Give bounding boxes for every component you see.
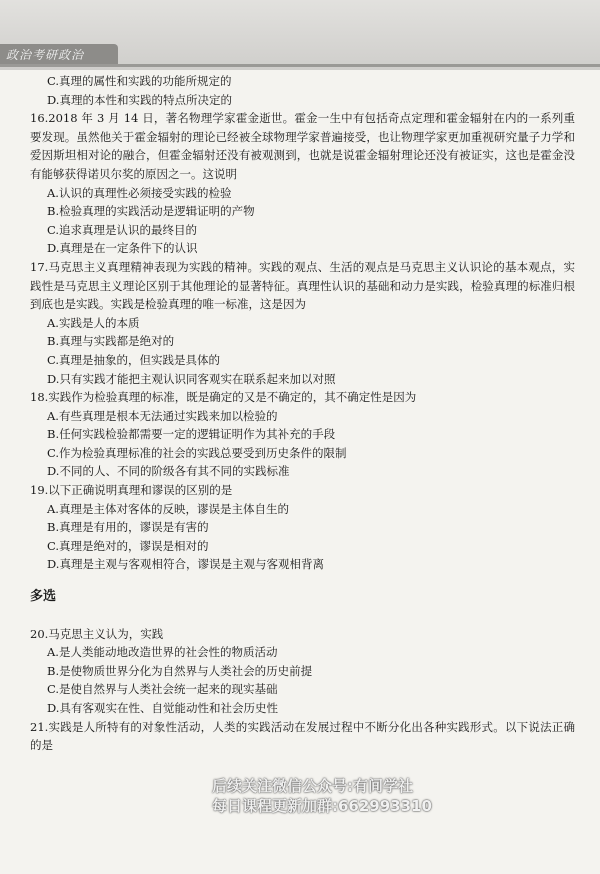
q19-option-a: A.真理是主体对客体的反映，谬误是主体自生的	[47, 501, 289, 516]
header-title: 政治考研政治	[6, 48, 85, 62]
watermark-line-1: 后续关注微信公众号:有间学社	[212, 777, 413, 795]
q18-option-b: B.任何实践检验都需要一定的逻辑证明作为其补充的手段	[47, 427, 336, 442]
q16-stem: 16.2018 年 3 月 14 日，著名物理学家霍金逝世。霍金一生中有包括奇点定理和霍金辐射在内的一系列重要发现。虽然他关于霍金辐射的理论已经被全球物理学家普遍接受，也让物理学家更加重视研究量子力学和爱因斯坦相对论的融合，但霍金辐射还没有被观测到，也就是说霍金辐射理论还没有被证实，这也是霍金没有能够获得诺贝尔奖的原因之一。这说明	[30, 111, 575, 181]
q20-option-a: A.是人类能动地改造世界的社会性的物质活动	[47, 645, 278, 660]
watermark-line-2: 每日课程更新加群:662993310	[212, 797, 432, 815]
q19-option-c: C.真理是绝对的，谬误是相对的	[47, 538, 209, 553]
q17-option-b: B.真理与实践都是绝对的	[47, 334, 175, 349]
section-title-multi: 多选	[30, 589, 57, 605]
q20-option-c: C.是使自然界与人类社会统一起来的现实基础	[47, 682, 278, 697]
q20-option-d: D.具有客观实在性、自觉能动性和社会历史性	[47, 701, 278, 715]
q18-option-c: C.作为检验真理标准的社会的实践总要受到历史条件的限制	[47, 445, 347, 460]
q20-stem: 20.马克思主义认为，实践	[30, 626, 164, 641]
q19-option-d: D.真理是主观与客观相符合，谬误是主观与客观相背离	[47, 557, 324, 572]
q17-option-a: A.实践是人的本质	[47, 315, 140, 330]
q16-option-a: A.认识的真理性必须接受实践的检验	[47, 185, 232, 200]
question-content	[30, 72, 575, 755]
q17-option-c: C.真理是抽象的，但实践是具体的	[47, 352, 221, 367]
q19-stem: 19.以下正确说明真理和谬误的区别的是	[30, 483, 233, 498]
q18-stem: 18.实践作为检验真理的标准，既是确定的又是不确定的，其不确定性是因为	[30, 390, 417, 405]
header-tab	[0, 44, 118, 64]
q16-option-b: B.检验真理的实践活动是逻辑证明的产物	[47, 204, 255, 219]
q16-option-c: C.追求真理是认识的最终目的	[47, 222, 198, 237]
q21-stem: 21.实践是人所特有的对象性活动，人类的实践活动在发展过程中不断分化出各种实践形式。以下说法正确的是	[30, 719, 575, 753]
header-divider	[0, 64, 600, 67]
q16-option-d: D.真理是在一定条件下的认识	[47, 241, 198, 256]
q18-option-d: D.不同的人、不同的阶级各有其不同的实践标准	[47, 464, 290, 479]
q15-option-d: D.真理的本性和实践的特点所决定的	[47, 92, 232, 107]
q17-stem: 17.马克思主义真理精神表现为实践的精神。实践的观点、生活的观点是马克思主义认识论的基本观点，实践性是马克思主义理论区别于其他理论的显著特征。真理性认识的基础和动力是实践，检验真理的标准归根到底也是实践。实践是检验真理的唯一标准，这是因为	[30, 259, 575, 312]
q20-option-b: B.是使物质世界分化为自然界与人类社会的历史前提	[47, 663, 313, 678]
q17-option-d: D.只有实践才能把主观认识同客观实在联系起来加以对照	[47, 371, 336, 386]
q19-option-b: B.真理是有用的，谬误是有害的	[47, 520, 209, 535]
q18-option-a: A.有些真理是根本无法通过实践来加以检验的	[47, 408, 278, 423]
watermark	[212, 776, 432, 816]
q15-option-c: C.真理的属性和实践的功能所规定的	[47, 74, 232, 88]
